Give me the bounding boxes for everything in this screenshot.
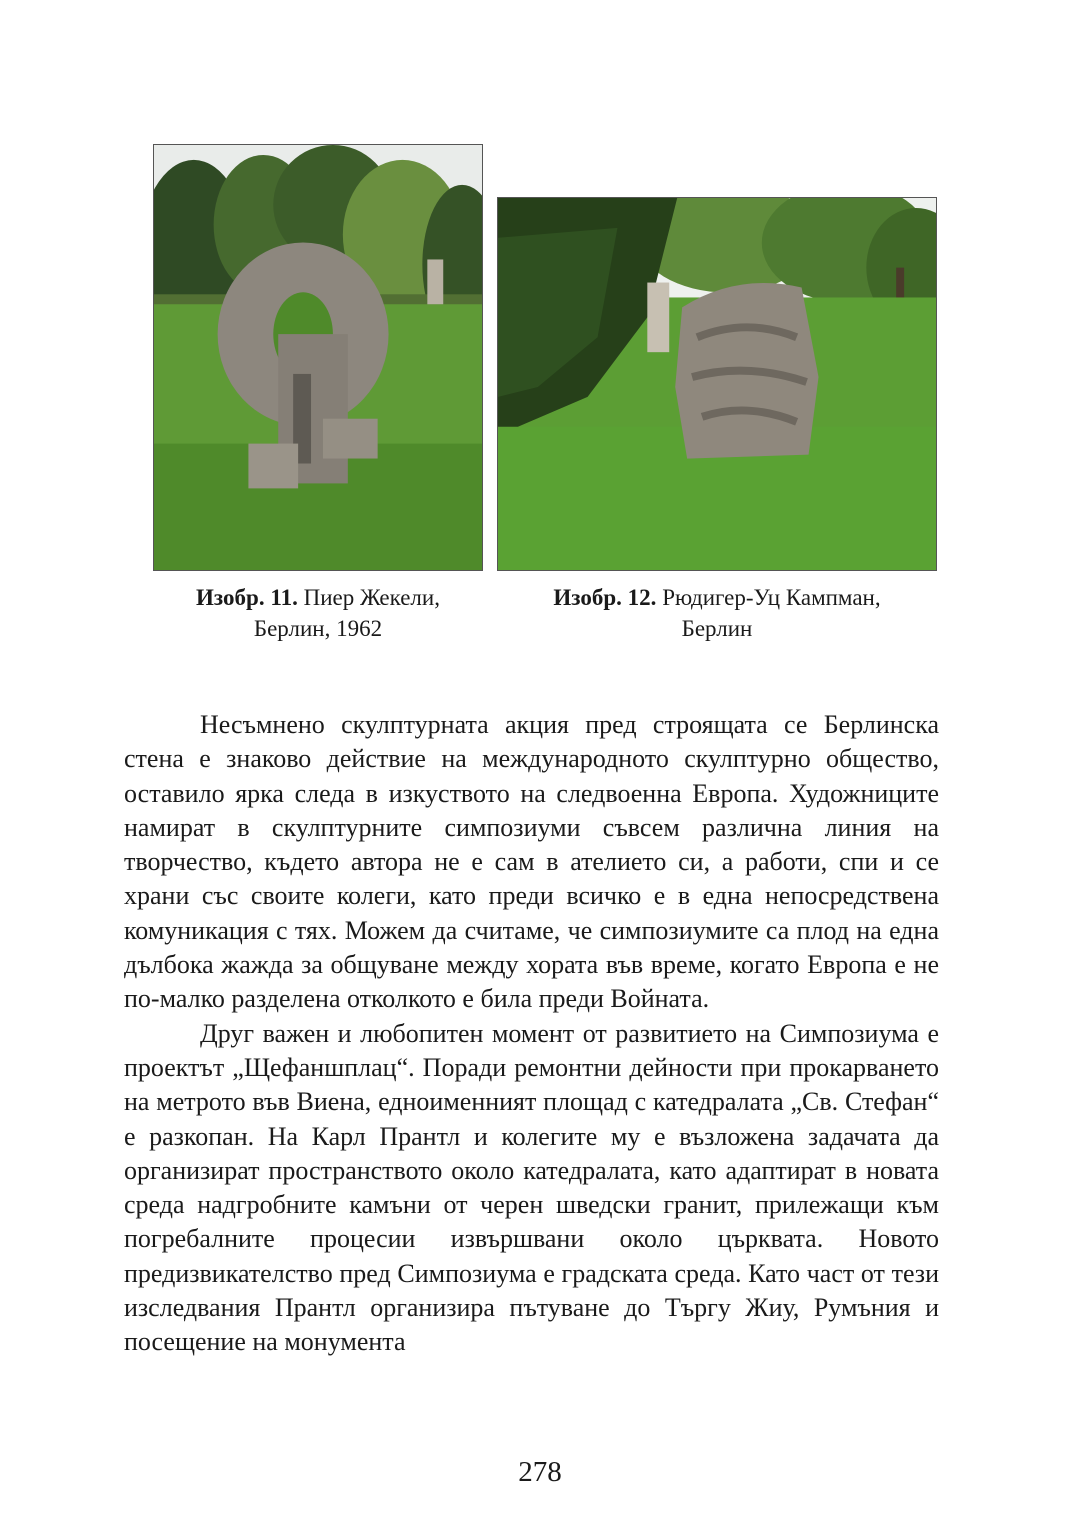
figure-11-caption [153,582,483,644]
figure-11-label: Изобр. 11. [196,585,298,610]
figure-12-caption [497,582,937,644]
figure-11-photo [153,144,483,571]
figure-11-caption-text: Пиер Жекели, [303,585,440,610]
page-number: 278 [518,1456,562,1488]
figure-11-caption-line2: Берлин, 1962 [253,616,383,641]
paragraph: Несъмнено скулптурната акция пред строящата се Берлинска стена е знаково действие на международното скулптурно общество, оставило ярка следа в изкуството на следвоенна Европа. Художниците намират в скулптурните симпозиуми съвсем различна линия на творчество, където автора не е сам в ателието си, а работи, спи и се храни със своите колеги, като преди всичко е в една непосредствена комуникация с тях. Можем да считаме, че симпозиумите са плод на една дълбока жажда за общуване между хората във време, когато Европа е не по-малко разделена отколкото е била преди Войната. [124,710,939,1014]
paragraph: Друг важен и любопитен момент от развитието на Симпозиума е проектът „Щефаншплац“. Поради ремонтни дейности при прокарването на метрото във Виена, едноименният площад с катедралата „Св. Стефан“ е разкопан. На Карл Прантл и колегите му е възложена задачата да организират пространството около катедралата, като адаптират в новата среда надгробните камъни от черен шведски гранит, прилежащи към погребалните процесии извършвани около църквата. Новото предизвикателство пред Симпозиума е градската среда. Като част от тези изследвания Прантл организира пътуване до Търгу Жиу, Румъния и посещение на монумента [124,1018,939,1357]
figure-12-photo [497,197,937,571]
figure-12-label: Изобр. 12. [553,585,657,610]
figure-12-caption-text: Рюдигер-Уц Кампман, [662,585,881,610]
body-text [124,708,939,1360]
sculpture-ring-image [154,145,482,570]
sculpture-block-image [498,198,936,570]
figure-12-caption-line2: Берлин [681,616,753,641]
